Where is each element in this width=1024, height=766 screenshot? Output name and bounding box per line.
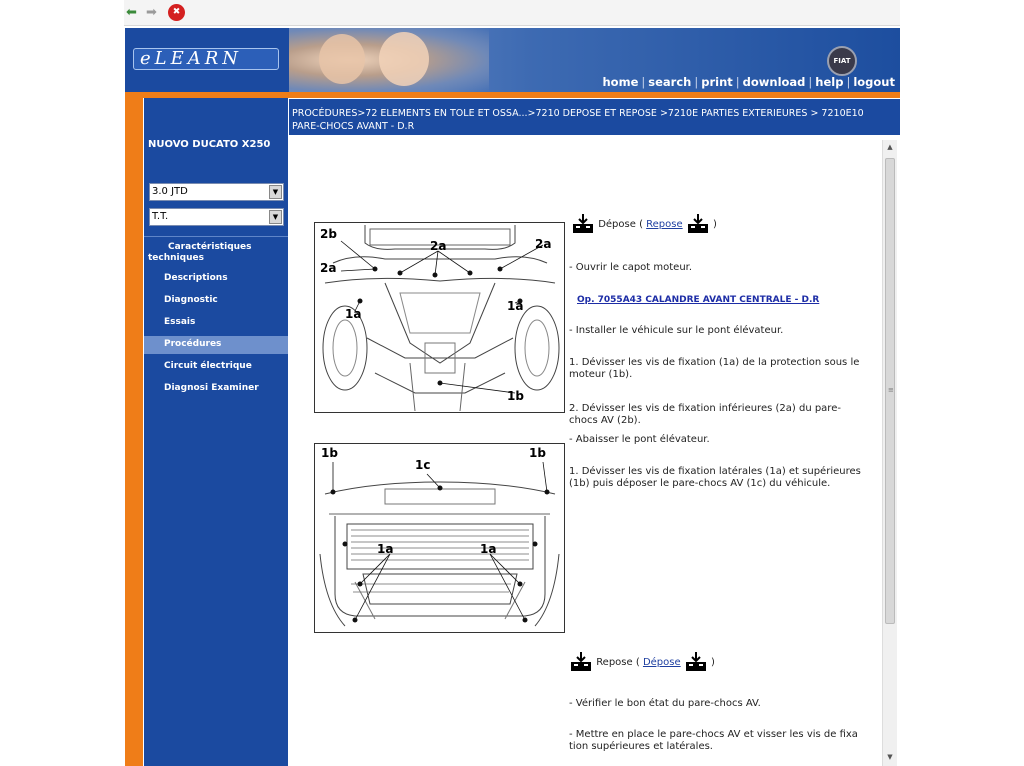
paren-close: ) [713, 219, 717, 230]
nav-separator: | [808, 75, 813, 89]
nav-separator: | [846, 75, 851, 89]
fiat-badge-icon: FIAT [827, 46, 857, 76]
callout-label: 1a [345, 307, 362, 321]
nav-separator: | [735, 75, 740, 89]
menu-item-diagnostic[interactable]: Diagnostic [164, 295, 218, 305]
callout-label: 2b [320, 227, 337, 241]
menu-item-essais[interactable]: Essais [164, 317, 196, 327]
nav-help[interactable]: help [815, 75, 844, 89]
menu-item-label: techniques [148, 253, 204, 263]
browser-toolbar [124, 0, 900, 26]
callout-label: 1a [480, 542, 497, 556]
banner-face-right [379, 32, 429, 86]
grip-icon: ≡ [888, 386, 894, 394]
bumper-drawing [315, 444, 564, 632]
callout-label: 1c [415, 458, 431, 472]
menu-item-label: Caractéristiques [168, 242, 252, 252]
refit-pictogram-icon [569, 652, 593, 672]
elearn-logo: eLEARN [133, 48, 279, 70]
stop-icon[interactable]: ✖ [168, 4, 185, 21]
breadcrumb: PROCÉDURES>72 ELEMENTS EN TOLE ET OSSA...>7210 DEPOSE ET REPOSE >7210E PARTIES EXTERIEURES > 7210E10 PARE-CHOCS AVANT - D.R [289, 99, 900, 135]
callout-label: 1a [377, 542, 394, 556]
paren-close: ) [711, 657, 715, 668]
trim-select[interactable] [149, 208, 284, 226]
step-remove-bumper: 1. Dévisser les vis de fixation latérales (1a) et supérieures (1b) puis déposer le pare-chocs AV (1c) du véhicule. [569, 466, 861, 489]
diagram-front-bumper [314, 443, 565, 633]
diagram-underbody [314, 222, 565, 413]
nav-print[interactable]: print [701, 75, 733, 89]
scroll-up-icon[interactable]: ▲ [887, 143, 893, 151]
header-banner [289, 28, 900, 92]
menu-item-circuit-electrique[interactable]: Circuit électrique [164, 361, 252, 371]
banner-face-left [319, 34, 365, 84]
menu-item-procedures[interactable]: Procédures [144, 336, 288, 354]
repose-title: Repose [596, 657, 633, 668]
step-check-bumper: - Vérifier le bon état du pare-chocs AV. [569, 698, 761, 709]
logo-area [125, 28, 289, 92]
callout-label: 1b [507, 389, 524, 403]
step-lower-lift: - Abaisser le pont élévateur. [569, 434, 710, 445]
menu-item-caracteristiques[interactable] [144, 242, 288, 264]
model-title: NUOVO DUCATO X250 [148, 139, 271, 150]
nav-home[interactable]: home [602, 75, 639, 89]
engine-select[interactable] [149, 183, 284, 201]
refit-pictogram-icon [686, 214, 710, 234]
depose-title: Dépose [598, 219, 636, 230]
scroll-down-icon[interactable]: ▼ [887, 753, 893, 761]
repose-link[interactable]: Repose [646, 219, 683, 230]
top-nav [575, 75, 895, 91]
arrow-left-icon[interactable]: ⬅ [126, 5, 137, 20]
callout-label: 2a [430, 239, 447, 253]
chevron-down-icon[interactable]: ▼ [269, 210, 282, 224]
callout-label: 2a [535, 237, 552, 251]
vertical-scrollbar[interactable] [882, 140, 897, 766]
arrow-right-icon[interactable]: ➡ [146, 5, 157, 20]
op-link-calandre[interactable] [577, 294, 877, 306]
menu-item-diagnosi-examiner[interactable]: Diagnosi Examiner [164, 383, 259, 393]
removal-pictogram-icon [571, 214, 595, 234]
nav-download[interactable]: download [742, 75, 806, 89]
nav-separator: | [641, 75, 646, 89]
menu-item-descriptions[interactable]: Descriptions [164, 273, 228, 283]
callout-label: 1a [507, 299, 524, 313]
step-unscrew-2a: 2. Dévisser les vis de fixation inférieures (2a) du pare-chocs AV (2b). [569, 403, 841, 426]
removal-pictogram-icon [684, 652, 708, 672]
depose-heading [571, 214, 871, 234]
step-lift: - Installer le véhicule sur le pont élévateur. [569, 325, 784, 336]
step-fit-bumper: - Mettre en place le pare-chocs AV et visser les vis de fixa tion supérieures et latérales. [569, 729, 858, 752]
nav-separator: | [694, 75, 699, 89]
step-unscrew-1a: 1. Dévisser les vis de fixation (1a) de la protection sous le moteur (1b). [569, 357, 860, 380]
nav-logout[interactable]: logout [853, 75, 895, 89]
op-link-text[interactable]: Op. 7055A43 CALANDRE AVANT CENTRALE - D.R [577, 295, 820, 305]
nav-search[interactable]: search [648, 75, 692, 89]
paren-open: ( [635, 657, 640, 668]
app-window [124, 0, 900, 766]
left-orange-strip [125, 98, 143, 766]
callout-label: 1b [529, 446, 546, 460]
depose-link[interactable]: Dépose [642, 657, 681, 668]
engine-select-value: 3.0 JTD [152, 186, 188, 197]
scroll-thumb[interactable] [885, 158, 895, 624]
menu-divider [144, 236, 288, 237]
callout-label: 1b [321, 446, 338, 460]
paren-open: ( [639, 219, 643, 230]
chevron-down-icon[interactable]: ▼ [269, 185, 282, 199]
step-open-hood: - Ouvrir le capot moteur. [569, 262, 693, 273]
callout-label: 2a [320, 261, 337, 275]
trim-select-value: T.T. [152, 211, 169, 222]
repose-heading [569, 652, 869, 672]
